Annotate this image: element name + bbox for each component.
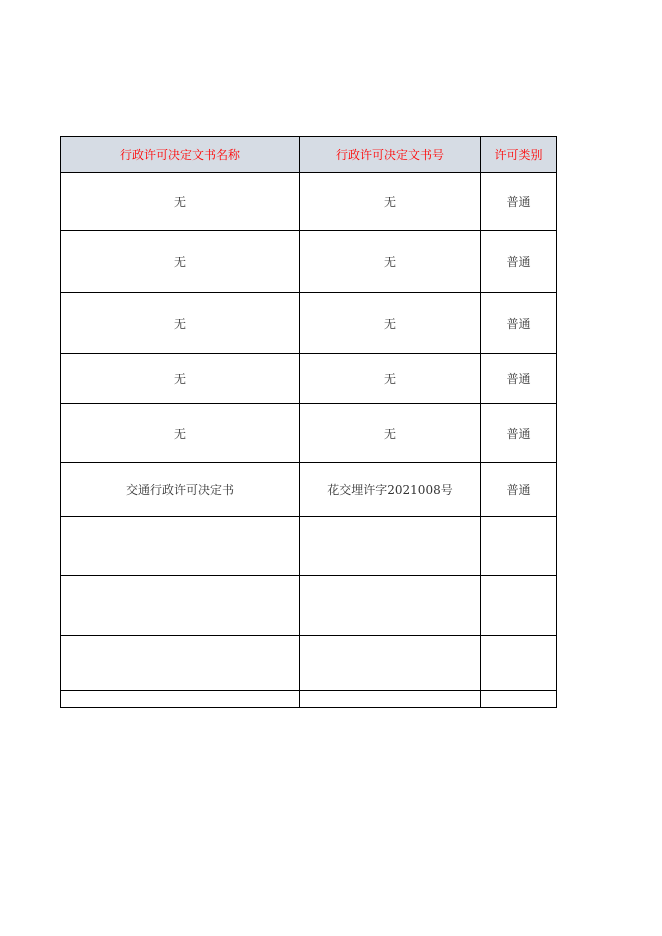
table-row	[61, 404, 557, 463]
cell-document-name: 无	[61, 231, 300, 293]
cell-document-name: 交通行政许可决定书	[61, 463, 300, 517]
table-row	[61, 576, 557, 636]
cell-document-name	[61, 691, 300, 708]
cell-document-number: 无	[300, 293, 481, 354]
table-row	[61, 463, 557, 517]
cell-permit-category	[481, 576, 557, 636]
cell-document-number: 无	[300, 173, 481, 231]
table-row	[61, 517, 557, 576]
table-row	[61, 231, 557, 293]
cell-document-number: 花交埋许字2021008号	[300, 463, 481, 517]
cell-document-number	[300, 691, 481, 708]
cell-permit-category	[481, 691, 557, 708]
cell-permit-category: 普通	[481, 463, 557, 517]
cell-document-number: 无	[300, 354, 481, 404]
cell-document-number	[300, 636, 481, 691]
table-row	[61, 354, 557, 404]
table-row	[61, 293, 557, 354]
cell-permit-category: 普通	[481, 173, 557, 231]
cell-document-name	[61, 576, 300, 636]
cell-permit-category: 普通	[481, 354, 557, 404]
cell-document-name: 无	[61, 404, 300, 463]
cell-document-name: 无	[61, 293, 300, 354]
table-row	[61, 691, 557, 708]
header-document-name: 行政许可决定文书名称	[61, 137, 300, 173]
cell-permit-category: 普通	[481, 404, 557, 463]
cell-document-name: 无	[61, 354, 300, 404]
header-permit-category: 许可类别	[481, 137, 557, 173]
cell-document-name	[61, 636, 300, 691]
permit-table	[60, 136, 557, 708]
cell-permit-category	[481, 636, 557, 691]
table-row	[61, 173, 557, 231]
cell-document-number: 无	[300, 404, 481, 463]
cell-document-number	[300, 517, 481, 576]
table-row	[61, 636, 557, 691]
header-document-number: 行政许可决定文书号	[300, 137, 481, 173]
cell-permit-category: 普通	[481, 293, 557, 354]
cell-document-number: 无	[300, 231, 481, 293]
header-row	[61, 137, 557, 173]
cell-document-number	[300, 576, 481, 636]
cell-document-name: 无	[61, 173, 300, 231]
cell-permit-category	[481, 517, 557, 576]
cell-permit-category: 普通	[481, 231, 557, 293]
cell-document-name	[61, 517, 300, 576]
